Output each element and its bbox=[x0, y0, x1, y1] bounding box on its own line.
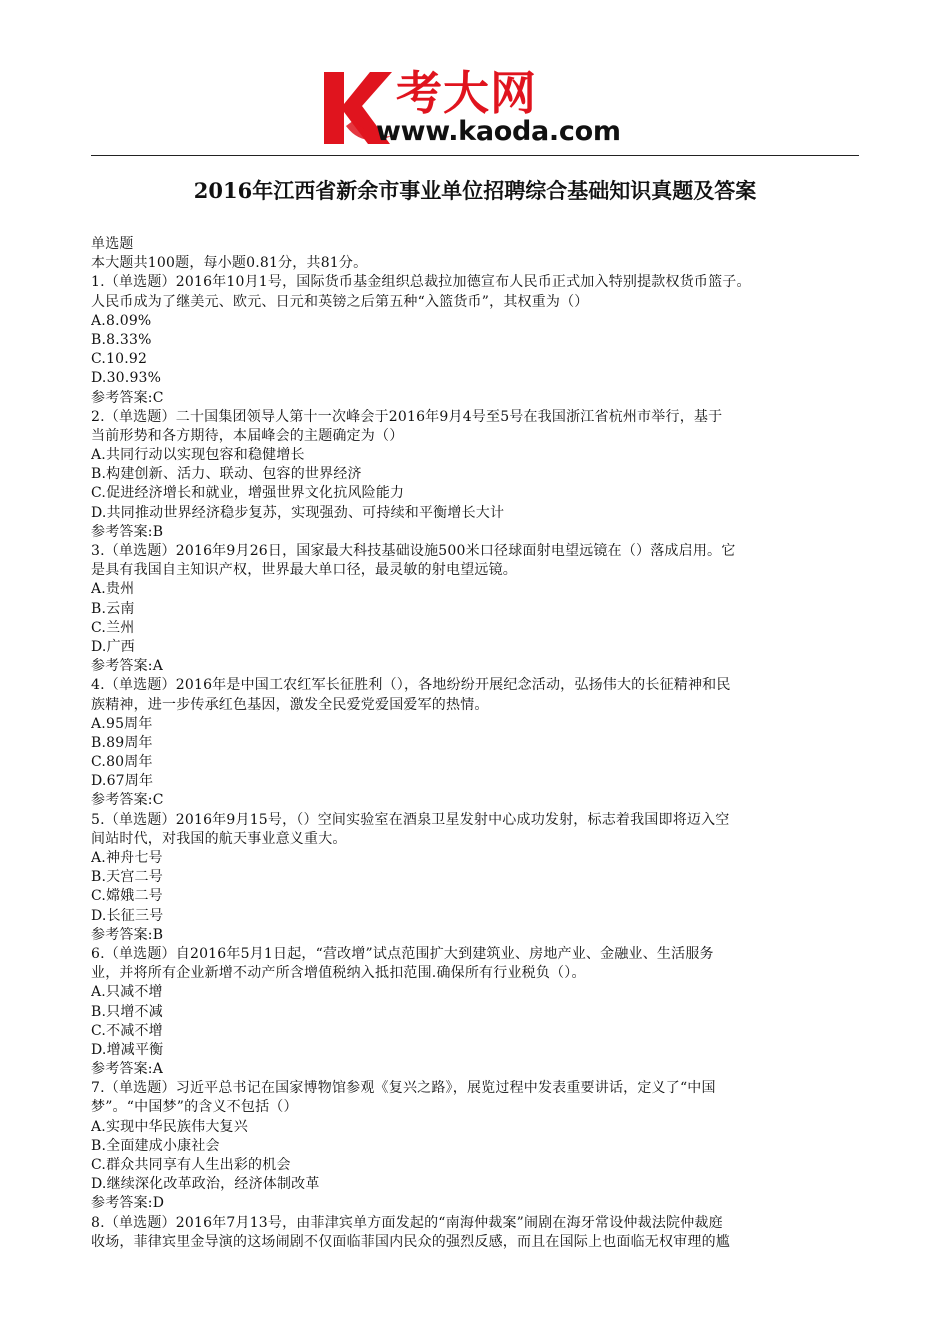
text-line: C.促进经济增长和就业，增强世界文化抗风险能力 bbox=[91, 485, 405, 502]
text-line: 参考答案:D bbox=[91, 1195, 165, 1212]
text-line: 4.（单选题）2016年是中国工农红军长征胜利（），各地纷纷开展纪念活动，弘扬伟大的长征精神和民 bbox=[91, 677, 731, 694]
document-title: 2016年江西省新余市事业单位招聘综合基础知识真题及答案 bbox=[193, 178, 757, 203]
text-line: 人民币成为了继美元、欧元、日元和英镑之后第五种“入篮货币”，其权重为（） bbox=[91, 293, 589, 310]
text-line: A.神舟七号 bbox=[91, 850, 163, 866]
text-line: B.89周年 bbox=[91, 734, 153, 751]
kaoda-logo[interactable] bbox=[318, 66, 648, 148]
text-line: 收场，菲律宾里金导演的这场闹剧不仅面临菲国内民众的强烈反感，而且在国际上也面临无权审理的尴 bbox=[91, 1233, 730, 1250]
text-line: 当前形势和各方期待，本届峰会的主题确定为（） bbox=[91, 427, 404, 444]
text-line: C.嫦娥二号 bbox=[91, 888, 163, 905]
text-line: C.10.92 bbox=[91, 351, 148, 368]
text-line: A.共同行动以实现包容和稳健增长 bbox=[91, 447, 305, 464]
text-line: 7.（单选题）习近平总书记在国家博物馆参观《复兴之路》，展览过程中发表重要讲话，定义了“中国 bbox=[91, 1080, 716, 1097]
document-body bbox=[91, 235, 866, 1252]
text-line: B.云南 bbox=[91, 600, 135, 617]
text-line: B.天宫二号 bbox=[91, 869, 163, 886]
text-line: C.不减不增 bbox=[91, 1022, 163, 1039]
text-line: 参考答案:A bbox=[91, 658, 164, 675]
text-line: 2.（单选题）二十国集团领导人第十一次峰会于2016年9月4号至5号在我国浙江省杭州市举行，基于 bbox=[91, 408, 723, 425]
text-line: D.67周年 bbox=[91, 773, 154, 790]
text-line: C.兰州 bbox=[91, 619, 135, 636]
logo-url-text: www.kaoda.com bbox=[376, 116, 621, 147]
text-line: 6.（单选题）自2016年5月1日起，“营改增”试点范围扩大到建筑业、房地产业、金融业、生活服务 bbox=[91, 945, 714, 962]
logo-brand-text: 考大网 bbox=[396, 66, 537, 120]
text-line: 参考答案:A bbox=[91, 1061, 164, 1078]
text-line: 梦”。“中国梦”的含义不包括（） bbox=[91, 1099, 298, 1116]
text-line: 是具有我国自主知识产权，世界最大单口径，最灵敏的射电望远镜。 bbox=[91, 562, 517, 579]
text-line: D.长征三号 bbox=[91, 907, 164, 924]
text-line: C.群众共同享有人生出彩的机会 bbox=[91, 1157, 291, 1173]
text-line: 8.（单选题）2016年7月13号，由菲津宾单方面发起的“南海仲裁案”闹剧在海牙常设仲裁法院仲裁庭 bbox=[91, 1214, 723, 1231]
text-line: 业，并将所有企业新增不动产所含增值税纳入抵扣范围.确保所有行业税负（）。 bbox=[91, 965, 586, 982]
text-line: B.全面建成小康社会 bbox=[91, 1137, 220, 1154]
text-line: D.继续深化改革政治，经济体制改革 bbox=[91, 1176, 320, 1193]
text-line: C.80周年 bbox=[91, 754, 153, 771]
text-line: B.8.33% bbox=[91, 331, 152, 348]
text-line: 单选题 bbox=[91, 236, 134, 252]
text-line: A.实现中华民族伟大复兴 bbox=[91, 1118, 248, 1135]
text-line: 1.（单选题）2016年10月1号，国际货币基金组织总裁拉加德宣布人民币正式加入特别提款权货币篮子。 bbox=[91, 274, 751, 291]
text-line: 参考答案:B bbox=[91, 523, 164, 540]
text-line: D.30.93% bbox=[91, 370, 162, 387]
text-line: D.增减平衡 bbox=[91, 1041, 164, 1058]
text-line: D.共同推动世界经济稳步复苏，实现强劲、可持续和平衡增长大计 bbox=[91, 504, 505, 521]
text-line: 族精神，进一步传承红色基因，激发全民爱党爱国爱军的热情。 bbox=[91, 696, 489, 713]
text-line: 5.（单选题）2016年9月15号，（）空间实验室在酒泉卫星发射中心成功发射，标志着我国即将迈入空 bbox=[91, 811, 730, 828]
text-line: 参考答案:B bbox=[91, 926, 164, 943]
text-line: A.8.09% bbox=[91, 312, 152, 329]
text-line: 3.（单选题）2016年9月26日，国家最大科技基础设施500米口径球面射电望远镜在（）落成启用。它 bbox=[91, 543, 736, 559]
text-line: D.广西 bbox=[91, 638, 135, 655]
page-header bbox=[0, 0, 950, 160]
text-line: 参考答案:C bbox=[91, 389, 164, 406]
text-line: 参考答案:C bbox=[91, 792, 164, 809]
text-line: A.只减不增 bbox=[91, 984, 163, 1001]
text-line: A.95周年 bbox=[91, 715, 153, 732]
text-line: B.构建创新、活力、联动、包容的世界经济 bbox=[91, 466, 362, 483]
text-line: 本大题共100题，每小题0.81分，共81分。 bbox=[91, 255, 368, 272]
text-line: A.贵州 bbox=[91, 581, 135, 598]
text-line: 间站时代，对我国的航天事业意义重大。 bbox=[91, 830, 347, 847]
text-line: B.只增不减 bbox=[91, 1003, 163, 1020]
header-divider bbox=[91, 155, 859, 156]
